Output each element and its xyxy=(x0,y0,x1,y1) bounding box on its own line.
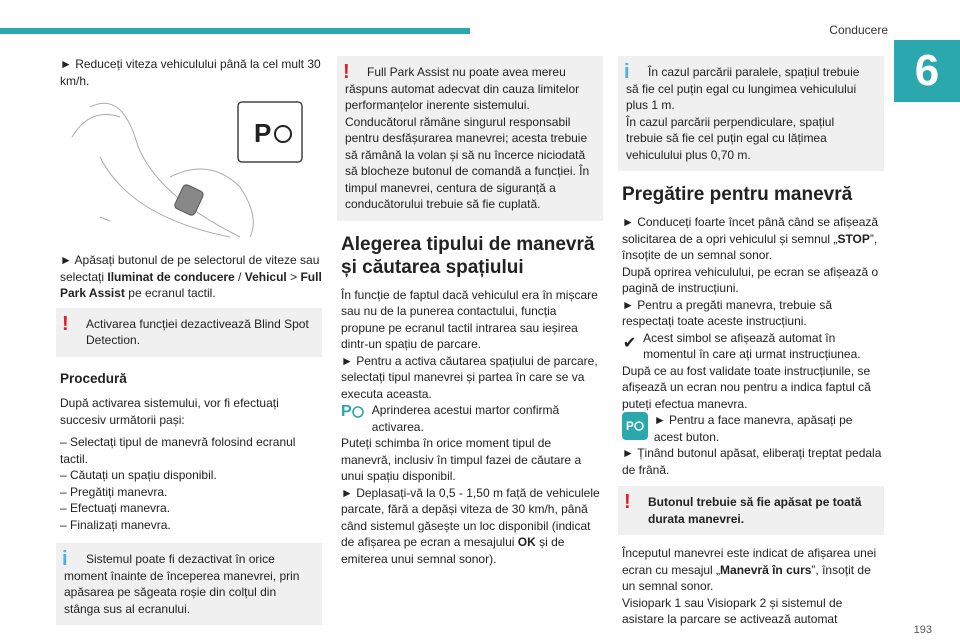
text: Acest simbol se afișează automat în momentul în care ați urmat instrucțiunea. xyxy=(643,330,861,361)
check-row xyxy=(622,330,884,363)
warning-text: Butonul trebuie să fie apăsat pe toată durata manevrei. xyxy=(648,495,862,526)
text: ”, însoțite de un semnal sonor. xyxy=(622,231,878,262)
warning-icon: ! xyxy=(624,491,631,513)
info-text: Sistemul poate fi dezactivat în orice moment înainte de începerea manevrei, prin apăsarea pe săgeata roșie din colțul din stânga sus al ecranului. xyxy=(64,552,300,616)
text: și de emiterea unui semnal sonor). xyxy=(341,535,565,566)
paragraph xyxy=(341,485,603,568)
paragraph xyxy=(622,214,884,264)
text: > xyxy=(286,269,301,284)
paragraph: Visiopark 1 sau Visiopark 2 și sistemul de asistare la parcare se activează automat xyxy=(622,595,843,626)
paragraph: Puteți schimba în orice moment tipul de manevră, inclusiv în timpul fazei de căutare a unui spațiu disponibil. xyxy=(341,436,582,483)
text: ► Conduceți foarte încet până când se afișează solicitarea de a opri vehiculul și semnul „ xyxy=(622,215,879,246)
svg-text:P: P xyxy=(254,118,272,148)
list-item: – Căutați un spațiu disponibil. xyxy=(60,468,217,482)
paragraph: După ce au fost validate toate instrucțiunile, se afișează un ecran nou pentru a indica faptul că puteți efectua manevra. xyxy=(622,363,871,411)
paragraph: ► Reduceți viteza vehiculului până la cel mult 30 km/h. xyxy=(60,57,321,88)
warning-box xyxy=(56,308,322,357)
paragraph xyxy=(60,252,322,302)
text: ► Pentru a face manevra, apăsați pe acest buton. xyxy=(653,413,853,444)
menu-path: Full Park Assist xyxy=(60,269,322,300)
stop-label: STOP xyxy=(837,231,870,246)
check-icon: ✔ xyxy=(622,334,637,352)
page-number: 193 xyxy=(913,624,932,636)
text: Începutul manevrei este indicat de afișarea unei ecran cu mesajul „ xyxy=(622,546,877,577)
paragraph: În funcție de faptul dacă vehiculul era în mișcare sau nu de la punerea contactului, funcția propune pe ecranul tactil intrarea sau ieșirea dintr-un spațiu de parcare. xyxy=(341,287,598,351)
paragraph: ► Pentru a activa căutarea spațiului de parcare, selectați tipul manevrei și partea în care se va executa aceasta. xyxy=(341,353,598,401)
warning-box xyxy=(337,56,603,221)
text: ► Deplasați-vă la 0,5 - 1,50 m față de vehiculele parcate, fără a depăși viteza de 30 km/h, până când sistemul găsește un loc disponibil (indicat de afișarea pe ecran a mesajului xyxy=(341,485,600,549)
paragraph: După oprirea vehiculului, pe ecran se afișează o pagină de instrucțiuni. xyxy=(622,264,879,295)
paragraph: ► Ținând butonul apăsat, eliberați treptat pedala de frână. xyxy=(622,446,882,477)
info-box xyxy=(618,56,884,171)
warning-text: Activarea funcției dezactivează Blind Spot Detection. xyxy=(86,316,309,347)
steering-wheel-icon xyxy=(352,406,364,418)
icon-letter: P xyxy=(341,402,352,420)
info-text: În cazul parcării paralele, spațiul trebuie să fie cel puțin egal cu lungimea vehiculului plus 1 m. xyxy=(626,65,860,112)
steering-wheel-icon xyxy=(634,421,644,431)
section-title: Conducere xyxy=(829,23,888,37)
icon-letter: P xyxy=(625,418,634,433)
info-text: În cazul parcării perpendiculare, spațiul trebuie să fie cel puțin egal cu lățimea vehiculului plus 0,70 m. xyxy=(626,114,835,162)
info-icon: i xyxy=(624,61,630,83)
warning-text: Full Park Assist nu poate avea mereu răspuns automat adecvat din cauza limitelor performanțelor inerente sistemului. Conducătorul rămâne singurul responsabil pentru desfășurarea manevrei; acesta trebuie să rămână la volan și să nu încerce niciodată să blocheze butonul de comandă a funcției. În timpul manevrei, centura de siguranță a conducătorului trebuie să fie cuplată. xyxy=(345,65,590,211)
text: Aprinderea acestui martor confirmă activarea. xyxy=(371,403,560,434)
heading-select-maneuver: Alegerea tipului de manevră și căutarea spațiului xyxy=(341,233,595,278)
park-assist-button-icon xyxy=(622,412,648,440)
column-3 xyxy=(622,56,884,628)
menu-path: Vehicul xyxy=(244,269,287,284)
column-1 xyxy=(60,56,322,635)
heading-preparation: Pregătire pentru manevră xyxy=(622,184,853,205)
text: ► Apăsați butonul de pe selectorul de viteze sau selectați xyxy=(60,253,320,284)
gear-selector-icon xyxy=(60,97,322,242)
paragraph xyxy=(622,545,884,595)
indicator-row xyxy=(341,402,603,435)
list-item: – Selectați tipul de manevră folosind ecranul tactil. xyxy=(60,435,296,466)
list-item: – Efectuați manevra. xyxy=(60,501,171,515)
paragraph: ► Pentru a pregăti manevra, trebuie să respectați toate aceste instrucțiuni. xyxy=(622,297,832,328)
ok-message: OK xyxy=(517,535,536,549)
info-box xyxy=(56,543,322,625)
column-2 xyxy=(341,56,603,573)
park-assist-indicator-icon xyxy=(341,402,366,422)
text: ”, însoțit de un semnal sonor. xyxy=(622,562,871,593)
button-row xyxy=(622,412,884,445)
warning-icon: ! xyxy=(343,61,350,83)
header-bar xyxy=(0,28,470,34)
warning-box xyxy=(618,486,884,535)
gear-selector-illustration xyxy=(60,97,322,242)
maneuver-message: Manevră în curs xyxy=(720,562,812,577)
list-item: – Finalizați manevra. xyxy=(60,517,171,532)
steps-list xyxy=(60,434,322,533)
list-item: – Pregătiți manevra. xyxy=(60,484,168,499)
text: pe ecranul tactil. xyxy=(124,286,216,300)
paragraph: După activarea sistemului, vor fi efectuați succesiv următorii pași: xyxy=(60,396,279,427)
heading-procedure: Procedură xyxy=(60,370,127,386)
info-icon: i xyxy=(62,548,68,570)
warning-icon: ! xyxy=(62,312,69,335)
text: / xyxy=(234,269,245,284)
chapter-badge: 6 xyxy=(894,40,960,102)
menu-path: Iluminat de conducere xyxy=(107,269,235,284)
